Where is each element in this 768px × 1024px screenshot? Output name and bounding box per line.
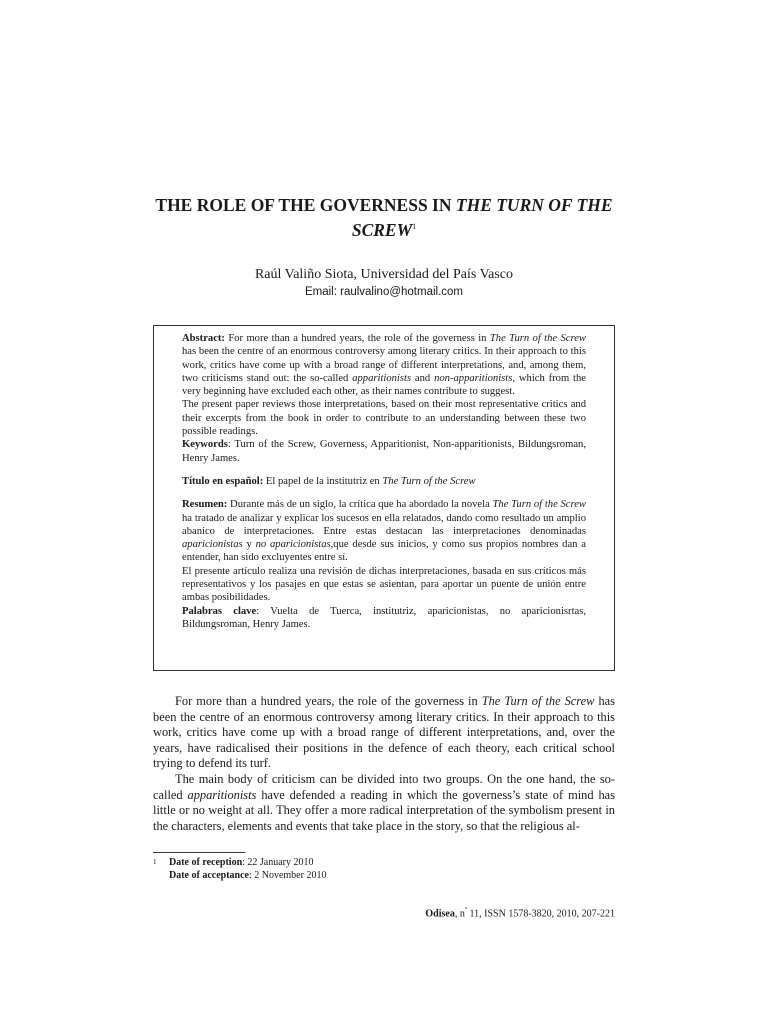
body-paragraph-1 [153,694,615,772]
resumen-text: Durante más de un siglo, la crítica que ha abordado la novela [227,499,493,511]
abstract-box [153,325,615,671]
spanish-title [182,475,586,488]
reception-date [169,856,615,869]
resumen-text: ha tratado de analizar y explicar los sucesos en ella relatados, dando como resultado un amplio abanico de interpretaciones. Entre estas destacan las interpretaciones denominadas [182,512,586,537]
abstract-text: , which from the very beginning have excluded each other, as their names contribute to suggest. [182,372,586,398]
abstract-content [182,332,586,631]
footnote-rule [153,852,245,853]
spanish-title-label: Título en español: [182,475,264,487]
journal-issue: , n [454,908,465,920]
body-paragraph-2 [153,772,615,834]
resumen-term: no aparicionistas [255,539,331,551]
journal-name: Odisea [425,908,455,920]
abstract-text: For more than a hundred years, the role of the governess in [228,333,490,344]
footnote [153,856,615,882]
resumen-paragraph [182,498,586,564]
title-main: THE ROLE OF THE GOVERNESS IN [155,195,456,215]
resumen-text: ,que desde sus inicios, y como sus propios nombres dan a entender, han sido excluyentes entre sí. [182,539,586,564]
resumen-text: y [242,539,256,551]
abstract-paragraph [182,332,586,398]
author-email: Email: raulvalino@hotmail.com [304,286,464,298]
keywords-text: : Turn of the Screw, Governess, Apparitionist, Non-apparitionists, Bildungsroman, Henry James. [182,439,586,464]
resumen-book-title: The Turn of the Screw [492,499,586,511]
body-text-span: The main body of criticism can be divided into two groups. On the one hand, the so-called [153,771,615,802]
paper-title [140,195,628,241]
abstract-term: non-apparitionists [434,372,513,384]
title-footnote-mark: 1 [412,222,417,231]
body-text [153,694,615,834]
journal-issue-mark: º [464,906,468,914]
abstract-term: apparitionists [352,372,412,384]
spanish-title-text: El papel de la institutriz en [263,475,383,487]
reception-value: : 22 January 2010 [242,857,314,868]
acceptance-value: : 2 November 2010 [248,870,327,881]
body-text-span: For more than a hundred years, the role of the governess in [175,694,482,708]
abstract-paragraph-2: The present paper reviews those interpretations, based on their most representative critics and their excerpts from the book in order to contribute to an understanding between these two possible readings. [182,399,586,438]
spanish-title-book: The Turn of the Screw [382,475,476,487]
abstract-book-title: The Turn of the Screw [489,333,586,344]
palabras-clave-text: : Vuelta de Tuerca, institutriz, aparicionistas, no aparicionisrtas, Bildungsroman, Henry James. [182,605,586,630]
journal-footer [425,906,615,919]
body-text-span: have defended a reading in which the governess’s state of mind has little or no weight at all. They offer a more radical interpretation of the symbolism present in the characters, elements and events that take place in the story, so that the religious al- [153,787,615,833]
body-book-title: The Turn of the Screw [481,694,595,708]
abstract-text: and [411,372,435,384]
acceptance-label: Date of acceptance [169,870,249,881]
keywords [182,438,586,465]
keywords-label: Keywords [182,439,228,451]
body-text-span: has been the centre of an enormous controversy among literary critics. In their approach to this work, critics have come up with a broad range of different interpretations, and, over the years, have radicalised their positions in the defence of each theory, each critical school trying to defend its turf. [153,694,615,771]
author-affiliation: Raúl Valiño Siota, Universidad del País Vasco [254,267,514,282]
journal-citation: 11, ISSN 1578-3820, 2010, 207-221 [467,908,615,920]
footnote-number: 1 [153,858,157,866]
resumen-term: aparicionistas [182,539,243,551]
resumen-paragraph-2: El presente artículo realiza una revisión de dichas interpretaciones, basada en sus críticos más representativos y los pasajes en que estas se asientan, para aportar un puente de unión entre ambas posibilidades. [182,565,586,604]
body-term: apparitionists [187,787,257,802]
palabras-clave-label: Palabras clave [182,605,257,617]
reception-label: Date of reception [169,857,243,868]
abstract-label: Abstract: [182,333,225,344]
palabras-clave [182,605,586,632]
abstract-text: has been the centre of an enormous controversy among literary critics. In their approach to this work, critics have come up with a broad range of different interpretations, and, among them, two criticisms stand out: the so-called [182,346,586,384]
resumen-label: Resumen: [182,499,228,511]
acceptance-date [169,869,615,882]
title-italic: THE TURN OF THE SCREW [351,195,613,240]
